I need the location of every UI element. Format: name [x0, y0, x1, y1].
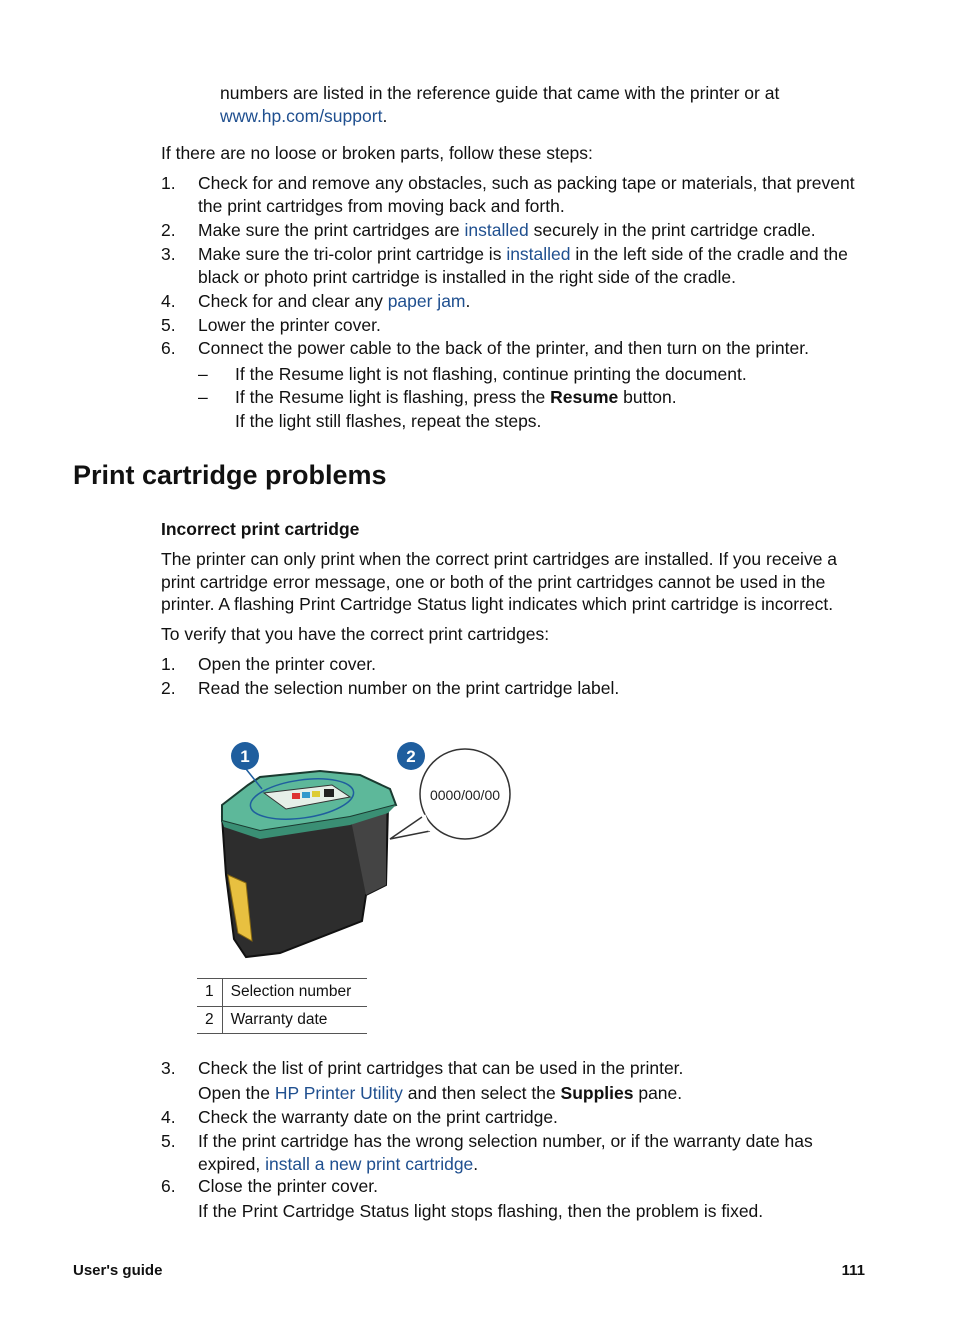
- install-cartridge-link[interactable]: install a new print cartridge: [265, 1153, 474, 1174]
- section-title: Print cartridge problems: [73, 460, 387, 490]
- sub-note: If the light still flashes, repeat the steps.: [235, 411, 542, 431]
- table-row: 1 Selection number: [197, 979, 367, 1007]
- hp-printer-utility-link[interactable]: HP Printer Utility: [274, 1082, 403, 1103]
- intro-paragraph: numbers are listed in the reference guide that came with the printer or at www.hp.com/support.: [220, 83, 780, 126]
- subsection-title: Incorrect print cartridge: [161, 519, 360, 539]
- svg-text:1: 1: [240, 747, 250, 766]
- page-number: 111: [841, 1262, 865, 1279]
- installed-link[interactable]: installed: [464, 220, 529, 240]
- footer-left: User's guide: [73, 1262, 163, 1279]
- body-paragraph: The printer can only print when the correct print cartridges are installed. If you receive a print cartridge error message, one or both of the print cartridges cannot be used in the printer. A flashing Print Cartridge Status light indicates which print cartridge is incorrect.: [161, 549, 838, 614]
- intro-text: numbers are listed in the reference guide that came with the printer or at: [220, 83, 780, 103]
- warranty-bubble: [390, 817, 430, 839]
- cartridge-illustration: [200, 735, 520, 967]
- verify-intro: To verify that you have the correct print cartridges:: [161, 624, 550, 644]
- figure-legend: [197, 978, 367, 1034]
- table-row: 2 Warranty date: [197, 1006, 367, 1034]
- svg-text:2: 2: [406, 747, 416, 766]
- installed-link[interactable]: installed: [506, 244, 571, 264]
- bubble-text: 0000/00/00: [429, 787, 501, 803]
- paper-jam-link[interactable]: paper jam: [387, 291, 466, 311]
- steps-intro: If there are no loose or broken parts, follow these steps:: [161, 143, 593, 163]
- hp-support-link[interactable]: www.hp.com/support: [220, 105, 383, 126]
